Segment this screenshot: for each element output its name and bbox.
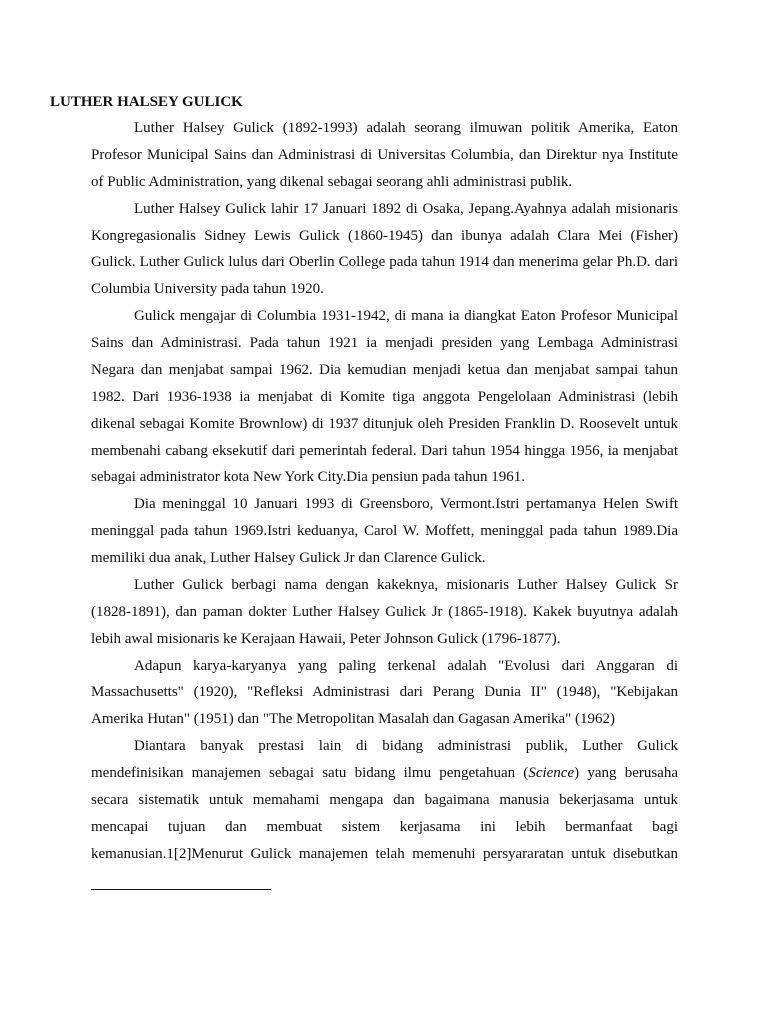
paragraph-line: (1828-1891), dan paman dokter Luther Halsey Gulick Jr (1865-1918). Kakek buyutnya adalah [91, 604, 678, 620]
paragraph-line: Luther Halsey Gulick lahir 17 Januari 1892 di Osaka, Jepang.Ayahnya adalah misionaris [134, 201, 678, 217]
paragraph-line: Luther Gulick berbagi nama dengan kakeknya, misionaris Luther Halsey Gulick Sr [134, 577, 678, 593]
paragraph-line: Profesor Municipal Sains dan Administrasi di Universitas Columbia, dan Direktur nya Institute [91, 147, 678, 163]
paragraph-line: Dia meninggal 10 Januari 1993 di Greensboro, Vermont.Istri pertamanya Helen Swift [134, 496, 678, 512]
paragraph-line: Massachusetts" (1920), "Refleksi Administrasi dari Perang Dunia II" (1948), "Kebijakan [91, 684, 678, 700]
paragraph-line: Adapun karya-karyanya yang paling terkenal adalah "Evolusi dari Anggaran di [134, 658, 678, 674]
paragraph-line: membenahi cabang eksekutif dari pemerintah federal. Dari tahun 1954 hingga 1956, ia menjabat [91, 443, 678, 459]
paragraph-line: Luther Halsey Gulick (1892-1993) adalah seorang ilmuwan politik Amerika, Eaton [134, 120, 678, 136]
paragraph-line: Sains dan Administrasi. Pada tahun 1921 ia menjadi presiden yang Lembaga Administrasi [91, 335, 678, 351]
paragraph-line: Gulick mengajar di Columbia 1931-1942, di mana ia diangkat Eaton Profesor Municipal [134, 308, 678, 324]
paragraph-line: sebagai administrator kota New York City.Dia pensiun pada tahun 1961. [91, 469, 525, 485]
paragraph-line: secara sistematik untuk memahami mengapa dan bagaimana manusia bekerjasama untuk [91, 792, 678, 808]
document-title: LUTHER HALSEY GULICK [50, 94, 243, 110]
paragraph-line: of Public Administration, yang dikenal sebagai seorang ahli administrasi publik. [91, 174, 573, 190]
paragraph-line: Columbia University pada tahun 1920. [91, 281, 324, 297]
paragraph-line: Diantara banyak prestasi lain di bidang administrasi publik, Luther Gulick [134, 738, 678, 754]
paragraph-line: dikenal sebagai Komite Brownlow) di 1937 ditunjuk oleh Presiden Franklin D. Roosevelt untuk [91, 416, 678, 432]
footnote-separator [91, 889, 271, 890]
paragraph-line: Amerika Hutan" (1951) dan "The Metropolitan Masalah dan Gagasan Amerika" (1962) [91, 711, 616, 727]
paragraph-line: Negara dan menjabat sampai 1962. Dia kemudian menjadi ketua dan menjabat sampai tahun [91, 362, 678, 378]
paragraph-line: mencapai tujuan dan membuat sistem kerjasama ini lebih bermanfaat bagi [91, 819, 678, 835]
paragraph-line: meninggal pada tahun 1969.Istri keduanya, Carol W. Moffett, meninggal pada tahun 1989.Dia [91, 523, 678, 539]
paragraph-line: Kongregasionalis Sidney Lewis Gulick (1860-1945) dan ibunya adalah Clara Mei (Fisher) [91, 228, 678, 244]
paragraph-line: Gulick. Luther Gulick lulus dari Oberlin College pada tahun 1914 dan menerima gelar Ph.D. dari [91, 254, 678, 270]
paragraph-line: kemanusian.1[2]Menurut Gulick manajemen telah memenuhi persyararatan untuk disebutkan [91, 846, 678, 862]
paragraph-line: lebih awal misionaris ke Kerajaan Hawaii, Peter Johnson Gulick (1796-1877). [91, 631, 561, 647]
paragraph-line: memiliki dua anak, Luther Halsey Gulick Jr dan Clarence Gulick. [91, 550, 486, 566]
paragraph-line: 1982. Dari 1936-1938 ia menjabat di Komite tiga anggota Pengelolaan Administrasi (lebih [91, 389, 678, 405]
paragraph-line: mendefinisikan manajemen sebagai satu bidang ilmu pengetahuan (Science) yang berusaha [91, 765, 678, 781]
